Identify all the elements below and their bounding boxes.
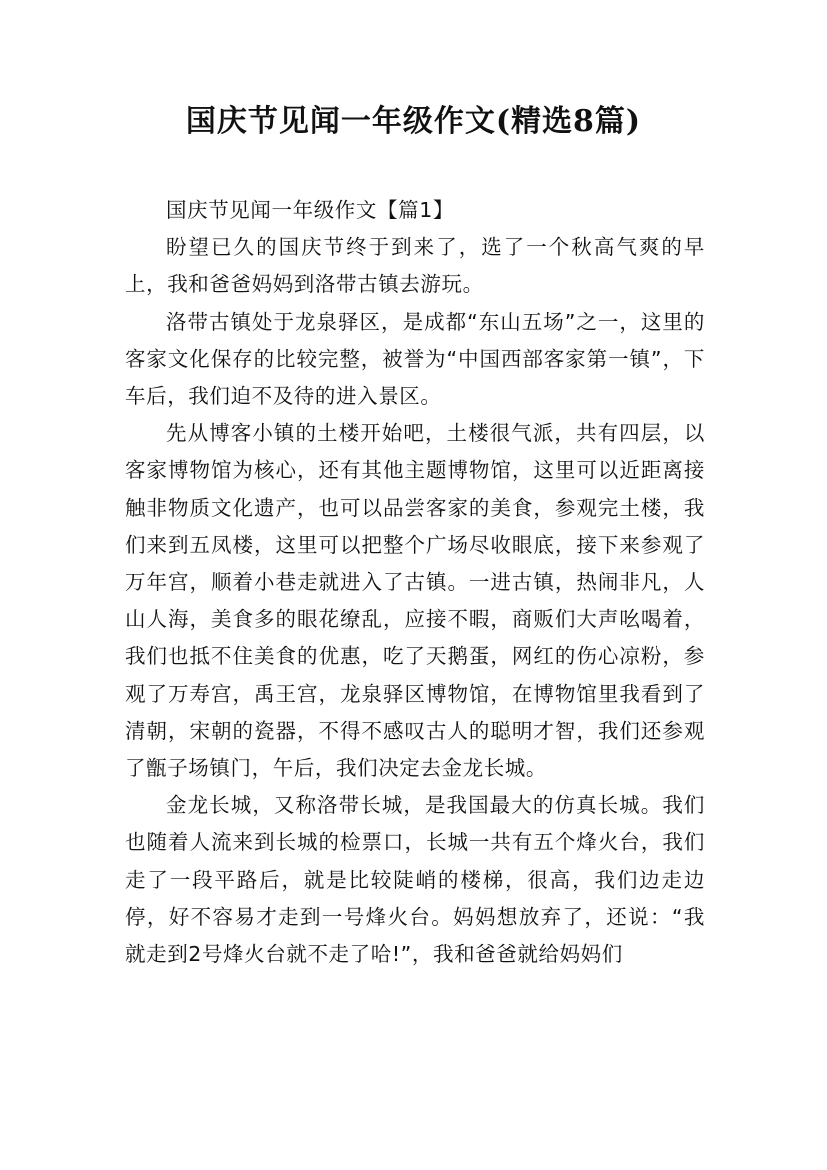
paragraph: 先从博客小镇的土楼开始吧，土楼很气派，共有四层，以客家博物馆为核心，还有其他主题博物馆，这里可以近距离接触非物质文化遗产，也可以品尝客家的美食，参观完土楼，我们来到五凤楼，这里可以把整个广场尽收眼底，接下来参观了万年宫，顺着小巷走就进入了古镇。一进古镇，热闹非凡，人山人海，美食多的眼花缭乱，应接不暇，商贩们大声吆喝着，我们也抵不住美食的优惠，吃了天鹅蛋，网红的伤心凉粉，参观了万寿宫，禹王宫，龙泉驿区博物馆，在博物馆里我看到了清朝，宋朝的瓷器，不得不感叹古人的聪明才智，我们还参观了甑子场镇门，午后，我们决定去金龙长城。 [125, 421, 705, 781]
paragraph: 金龙长城，又称洛带长城，是我国最大的仿真长城。我们也随着人流来到长城的检票口，长城一共有五个烽火台，我们走了一段平路后，就是比较陡峭的楼梯，很高，我们边走边停，好不容易才走到一号烽火台。妈妈想放弃了，还说：“我就走到2号烽火台就不走了哈!”，我和爸爸就给妈妈们 [125, 793, 705, 967]
paragraph: 盼望已久的国庆节终于到来了，选了一个秋高气爽的早上，我和爸爸妈妈到洛带古镇去游玩。 [125, 235, 705, 297]
section-heading: 国庆节见闻一年级作文【篇1】 [166, 198, 454, 222]
document-title: 国庆节见闻一年级作文(精选8篇) [185, 104, 642, 139]
paragraph: 洛带古镇处于龙泉驿区，是成都“东山五场”之一，这里的客家文化保存的比较完整，被誉为“中国西部客家第一镇”，下车后，我们迫不及待的进入景区。 [125, 309, 705, 409]
document-body [125, 192, 705, 973]
